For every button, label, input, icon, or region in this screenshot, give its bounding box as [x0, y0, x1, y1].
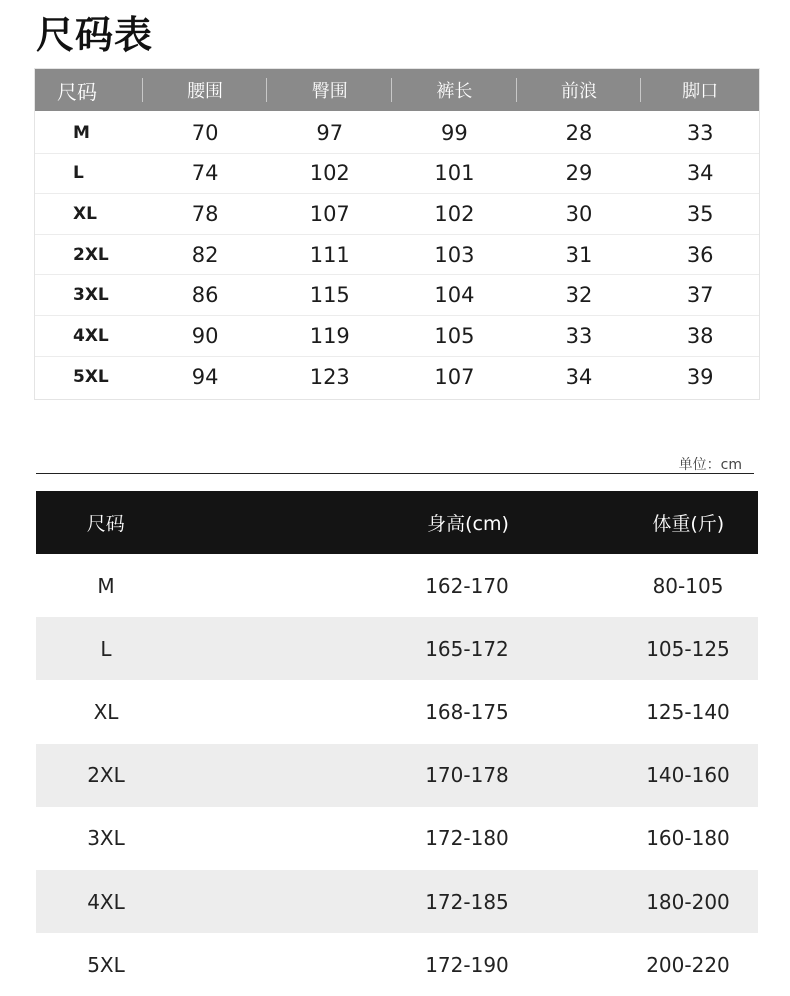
- cell-waist: 94: [191, 364, 219, 389]
- cell-size: XL: [73, 203, 97, 224]
- cell-size: 4XL: [87, 889, 125, 914]
- divider: [36, 473, 754, 474]
- page-title: 尺码表: [36, 13, 154, 57]
- cell-size: 5XL: [73, 366, 109, 387]
- header-front-rise: 前浪: [517, 69, 642, 111]
- cell-leg-opening: 38: [686, 323, 714, 348]
- cell-leg-opening: 39: [686, 364, 714, 389]
- cell-waist: 86: [191, 283, 219, 308]
- table-row: [36, 554, 758, 617]
- header-hip: 臀围: [267, 69, 392, 111]
- cell-size: XL: [93, 699, 119, 724]
- cell-waist: 78: [191, 201, 219, 226]
- measurement-table: [34, 68, 760, 400]
- cell-front-rise: 31: [565, 242, 593, 267]
- cell-weight: 105-125: [646, 636, 730, 661]
- table-row: [36, 744, 758, 807]
- cell-pants-length: 107: [434, 364, 475, 389]
- cell-front-rise: 32: [565, 283, 593, 308]
- cell-waist: 90: [191, 323, 219, 348]
- cell-waist: 70: [191, 120, 219, 145]
- cell-hip: 123: [309, 364, 350, 389]
- cell-front-rise: 33: [565, 323, 593, 348]
- cell-waist: 82: [191, 242, 219, 267]
- header-size: 尺码: [86, 513, 125, 535]
- cell-height: 172-190: [425, 952, 509, 977]
- cell-weight: 80-105: [652, 573, 724, 598]
- cell-height: 170-178: [425, 763, 509, 788]
- cell-pants-length: 101: [434, 161, 475, 186]
- table-row: [36, 807, 758, 870]
- table-row: [36, 870, 758, 933]
- cell-height: 172-180: [425, 826, 509, 851]
- table-row: [36, 617, 758, 680]
- cell-hip: 102: [309, 161, 350, 186]
- header-height: 身高(cm): [427, 513, 509, 535]
- cell-front-rise: 34: [565, 364, 593, 389]
- cell-pants-length: 104: [434, 283, 475, 308]
- cell-height: 168-175: [425, 699, 509, 724]
- header-weight: 体重(斤): [652, 513, 725, 535]
- cell-size: 2XL: [87, 763, 125, 788]
- cell-front-rise: 30: [565, 201, 593, 226]
- cell-hip: 115: [309, 283, 350, 308]
- header-size: 尺码: [35, 69, 143, 111]
- table-row: [36, 680, 758, 743]
- cell-front-rise: 29: [565, 161, 593, 186]
- cell-pants-length: 102: [434, 201, 475, 226]
- cell-weight: 160-180: [646, 826, 730, 851]
- cell-leg-opening: 37: [686, 283, 714, 308]
- cell-weight: 125-140: [646, 699, 730, 724]
- cell-size: M: [97, 573, 115, 598]
- measurement-table-body: [35, 111, 759, 399]
- cell-size: L: [73, 163, 84, 184]
- cell-height: 165-172: [425, 636, 509, 661]
- cell-leg-opening: 36: [686, 242, 714, 267]
- cell-weight: 200-220: [646, 952, 730, 977]
- cell-height: 162-170: [425, 573, 509, 598]
- cell-size: 3XL: [73, 285, 109, 306]
- fit-table: [36, 491, 758, 996]
- cell-weight: 140-160: [646, 763, 730, 788]
- table-row: [35, 275, 759, 316]
- fit-table-header: [36, 491, 758, 554]
- cell-height: 172-185: [425, 889, 509, 914]
- cell-size: 5XL: [87, 952, 125, 977]
- cell-weight: 180-200: [646, 889, 730, 914]
- cell-front-rise: 28: [565, 120, 593, 145]
- header-leg-opening: 脚口: [682, 81, 719, 102]
- cell-hip: 119: [309, 323, 350, 348]
- cell-leg-opening: 33: [686, 120, 714, 145]
- cell-size: 3XL: [87, 826, 125, 851]
- cell-waist: 74: [191, 161, 219, 186]
- table-row: [35, 113, 759, 154]
- cell-pants-length: 105: [434, 323, 475, 348]
- table-row: [35, 194, 759, 235]
- cell-size: 2XL: [73, 244, 109, 265]
- table-row: [36, 933, 758, 996]
- cell-hip: 97: [316, 120, 344, 145]
- table-row: [35, 357, 759, 398]
- cell-pants-length: 99: [441, 120, 468, 145]
- cell-hip: 111: [309, 242, 350, 267]
- measurement-table-header: [35, 69, 759, 111]
- fit-table-body: [36, 554, 758, 996]
- cell-hip: 107: [309, 201, 350, 226]
- unit-note: 单位：cm: [678, 457, 742, 473]
- cell-leg-opening: 35: [686, 201, 714, 226]
- header-pants-length: 裤长: [392, 69, 517, 111]
- table-row: [35, 154, 759, 195]
- cell-size: M: [73, 122, 90, 143]
- cell-pants-length: 103: [434, 242, 475, 267]
- table-row: [35, 316, 759, 357]
- header-waist: 腰围: [143, 69, 268, 111]
- cell-size: 4XL: [73, 325, 109, 346]
- cell-size: L: [100, 636, 112, 661]
- table-row: [35, 235, 759, 276]
- cell-leg-opening: 34: [686, 161, 714, 186]
